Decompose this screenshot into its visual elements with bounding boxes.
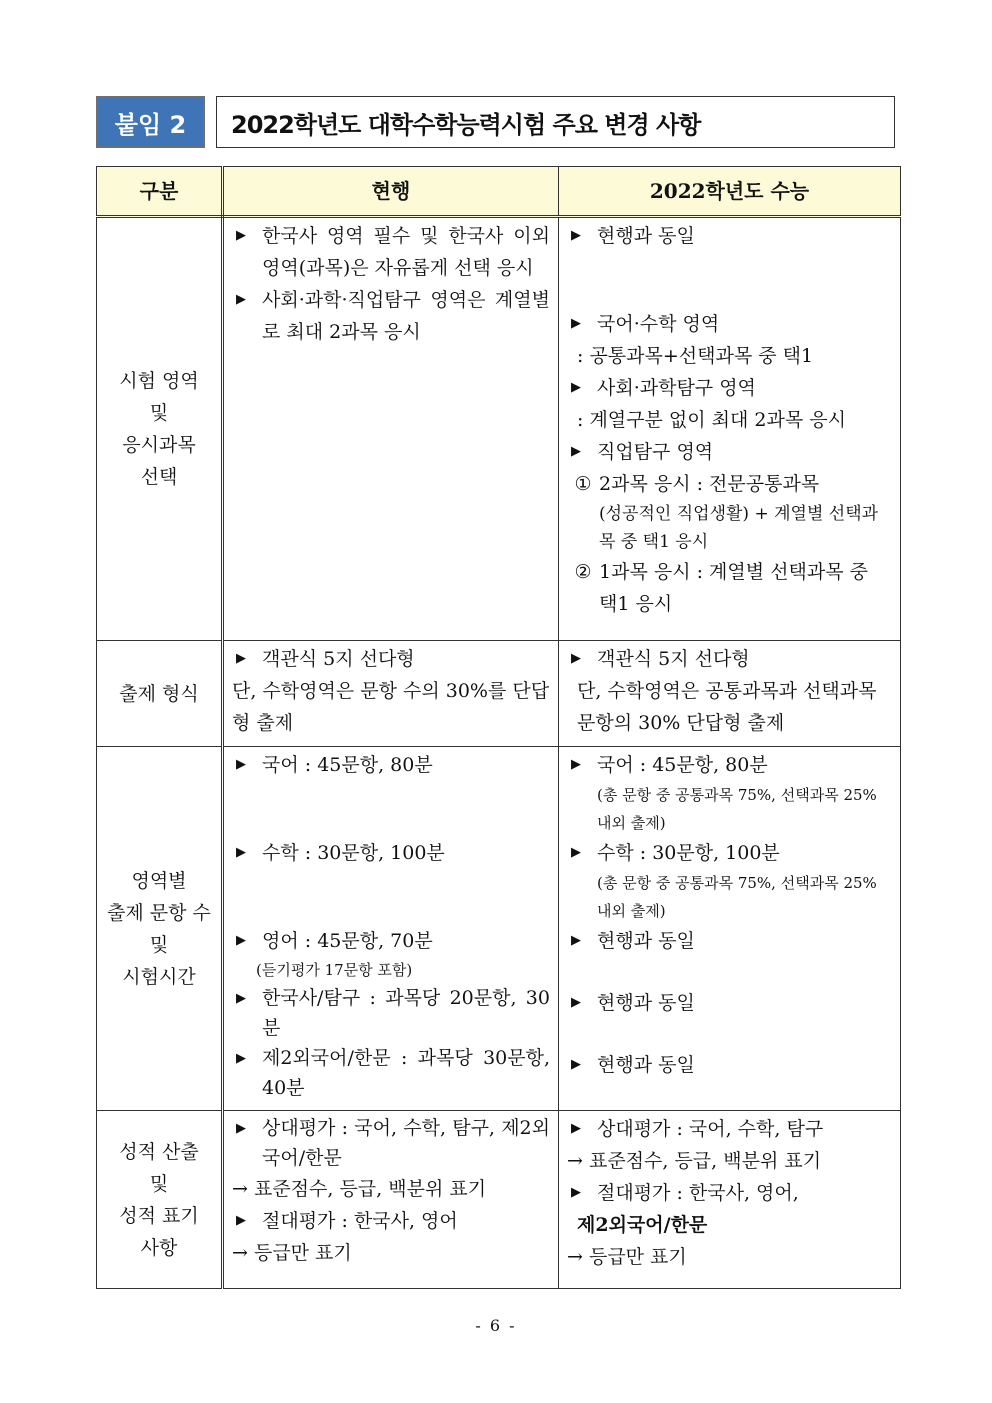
bullet-icon: ▶: [571, 228, 581, 243]
current-cell: [223, 217, 559, 641]
list-item: ▶ 한국사/탐구 : 과목당 20문항, 30분: [232, 983, 550, 1043]
bullet-icon: ▶: [236, 1121, 246, 1136]
attachment-badge: 붙임 2: [96, 96, 205, 148]
list-item: ▶ 국어 : 45문항, 80분: [567, 749, 892, 781]
bullet-icon: ▶: [571, 757, 581, 772]
list-item: ▶ 국어 : 45문항, 80분: [232, 749, 550, 781]
list-item: ▶ 수학 : 30문항, 100분: [232, 837, 550, 869]
list-item: ▶ 객관식 5지 선다형: [232, 643, 550, 675]
list-item: ▶ 영어 : 45문항, 70분: [232, 925, 550, 957]
current-cell: ▶ 국어 : 45문항, 80분 ▶ 수학 : 30문항, 100분 ▶ 영어 : 45문항, 70분 (듣기평가 17문항 포함) ▶ 한국사/탐구 : 과목당 20문항, 30분 ▶ 제2외국어/한문 : 과목당 30문항, 40분: [223, 747, 559, 1111]
new-cell: ▶ 객관식 5지 선다형 단, 수학영역은 공통과목과 선택과목 문항의 30% 단답형 출제: [559, 641, 901, 747]
list-item: ▶ 직업탐구 영역: [567, 436, 892, 468]
bullet-icon: ▶: [571, 1121, 581, 1136]
list-item: ① 2과목 응시 : 전문공통과목: [574, 473, 820, 495]
current-cell: ▶ 객관식 5지 선다형 단, 수학영역은 문항 수의 30%를 단답형 출제: [223, 641, 559, 747]
table-row: [97, 641, 901, 747]
bullet-icon: ▶: [236, 1213, 246, 1228]
current-cell: ▶ 상대평가 : 국어, 수학, 탐구, 제2외국어/한문 → 표준점수, 등급, 백분위 표기 ▶ 절대평가 : 한국사, 영어 → 등급만 표기: [223, 1111, 559, 1289]
bullet-icon: ▶: [571, 316, 581, 331]
bullet-icon: ▶: [236, 651, 246, 666]
list-item: ② 1과목 응시 : 계열별 선택과목 중 택1 응시: [574, 561, 868, 615]
bullet-icon: ▶: [571, 444, 581, 459]
table-header-row: [97, 167, 901, 217]
bullet-icon: ▶: [236, 933, 246, 948]
list-item: ▶ 현행과 동일: [567, 987, 892, 1019]
list-item: ▶ 현행과 동일: [567, 925, 892, 957]
bullet-icon: ▶: [571, 651, 581, 666]
new-cell: ▶ 현행과 동일 ▶ 국어·수학 영역 : 공통과목+선택과목 중 택1 ▶ 사회·과학탐구 영역 : 계열구분 없이 최대 2과목 응시 ▶ 직업탐구 영역 ① 2과목 응시 : 전문공통과목 (성공적인 직업생활) + 계열별 선택과목 중 택1 응시 ② 1과목 응시 : 계열별 선택과목 중 택1 응시: [559, 217, 901, 641]
list-item: ▶ 현행과 동일: [567, 220, 892, 252]
table-row: [97, 217, 901, 641]
bullet-icon: ▶: [236, 845, 246, 860]
table-row: [97, 747, 901, 1111]
header-current: 현행: [223, 167, 559, 217]
changes-table: [96, 166, 901, 1289]
list-item: ▶ 수학 : 30문항, 100분: [567, 837, 892, 869]
bullet-icon: ▶: [571, 380, 581, 395]
bullet-icon: ▶: [236, 1051, 246, 1066]
list-item: ▶ 제2외국어/한문 : 과목당 30문항, 40분: [232, 1043, 550, 1103]
category-cell: 영역별 출제 문항 수 및 시험시간: [97, 747, 223, 1111]
bullet-icon: ▶: [236, 228, 246, 243]
list-item: ▶ 상대평가 : 국어, 수학, 탐구, 제2외국어/한문: [232, 1113, 550, 1173]
bullet-icon: ▶: [571, 995, 581, 1010]
bullet-icon: ▶: [571, 1057, 581, 1072]
list-item: ▶ 사회·과학탐구 영역: [567, 372, 892, 404]
list-item: ▶ 상대평가 : 국어, 수학, 탐구: [567, 1113, 892, 1145]
page-title: 2022학년도 대학수학능력시험 주요 변경 사항: [216, 96, 895, 148]
new-cell: ▶ 국어 : 45문항, 80분 (총 문항 중 공통과목 75%, 선택과목 25% 내외 출제) ▶ 수학 : 30문항, 100분 (총 문항 중 공통과목 75%, 선택과목 25% 내외 출제) ▶ 현행과 동일 ▶ 현행과 동일 ▶ 현행과 동일: [559, 747, 901, 1111]
list-item: ▶ 절대평가 : 한국사, 영어,: [567, 1177, 892, 1209]
list-item: ▶ 객관식 5지 선다형: [567, 643, 892, 675]
new-cell: ▶ 상대평가 : 국어, 수학, 탐구 → 표준점수, 등급, 백분위 표기 ▶ 절대평가 : 한국사, 영어, 제2외국어/한문 → 등급만 표기: [559, 1111, 901, 1289]
bullet-icon: ▶: [236, 991, 246, 1006]
category-cell: 출제 형식: [97, 641, 223, 747]
header-category: 구분: [97, 167, 223, 217]
page-header: [96, 96, 895, 148]
list-item: ▶ 국어·수학 영역: [567, 308, 892, 340]
header-2022: 2022학년도 수능: [559, 167, 901, 217]
list-item: ▶ 현행과 동일: [567, 1049, 892, 1081]
bullet-icon: ▶: [236, 757, 246, 772]
list-item: ▶ 한국사 영역 필수 및 한국사 이외 영역(과목)은 자유롭게 선택 응시: [232, 220, 550, 284]
category-cell: 시험 영역 및 응시과목 선택: [97, 217, 223, 641]
list-item: ▶ 사회·과학·직업탐구 영역은 계열별로 최대 2과목 응시: [232, 284, 550, 348]
category-cell: 성적 산출 및 성적 표기 사항: [97, 1111, 223, 1289]
table-row: [97, 1111, 901, 1289]
bullet-icon: ▶: [571, 1185, 581, 1200]
page-number: - 6 -: [475, 1316, 517, 1335]
list-item: ▶ 절대평가 : 한국사, 영어: [232, 1205, 550, 1237]
bullet-icon: ▶: [571, 933, 581, 948]
bullet-icon: ▶: [236, 292, 246, 307]
bullet-icon: ▶: [571, 845, 581, 860]
